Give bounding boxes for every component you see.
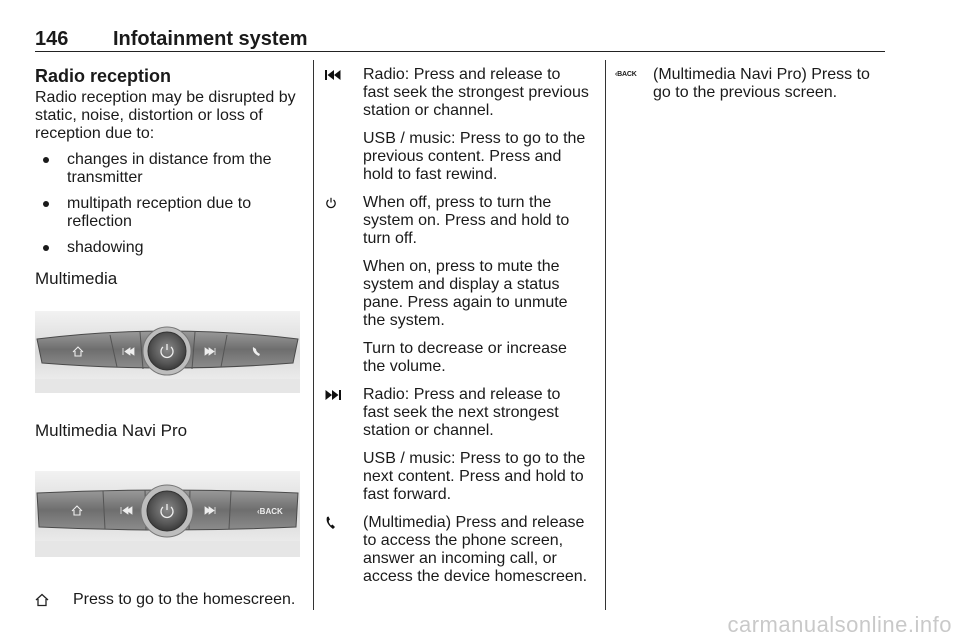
section-title: Radio reception [35, 66, 172, 86]
list-item: changes in distance from the transmitter [35, 151, 303, 187]
multimedia-heading: Multimedia [35, 269, 118, 288]
navi-pro-control-panel-image [35, 471, 300, 557]
item-paragraph: When off, press to turn the system on. Press and hold to turn off. [363, 194, 570, 247]
power-icon [325, 195, 349, 211]
phone-icon [325, 515, 349, 531]
back-icon: ‹BACK [615, 71, 637, 78]
bullet-list [35, 151, 303, 257]
power-button-description [325, 194, 590, 376]
column-right [615, 66, 885, 112]
item-paragraph: Radio: Press and release to fast seek the strongest previous station or channel. [363, 66, 589, 119]
chapter-title: Infotainment system [113, 28, 308, 50]
home-item-text: Press to go to the homescreen. [73, 591, 296, 608]
home-button-description [35, 591, 303, 609]
back-item-text: (Multimedia Navi Pro) Press to go to the previous screen. [653, 66, 870, 101]
item-paragraph: USB / music: Press to go to the previous content. Press and hold to fast rewind. [363, 130, 586, 183]
column-divider [313, 60, 314, 610]
list-item: shadowing [35, 239, 303, 257]
column-left [35, 66, 303, 619]
item-paragraph: When on, press to mute the system and display a status pane. Press again to unmute the system. [363, 258, 568, 329]
multimedia-navi-pro-heading: Multimedia Navi Pro [35, 421, 188, 440]
next-track-icon [325, 387, 349, 403]
back-button-description [615, 66, 885, 102]
intro-paragraph: Radio reception may be disrupted by static, noise, distortion or loss of reception due to: [35, 89, 296, 142]
next-button-description [325, 386, 590, 504]
list-item: multipath reception due to reflection [35, 195, 303, 231]
watermark: carmanualsonline.info [727, 612, 952, 637]
item-paragraph: Turn to decrease or increase the volume. [363, 340, 567, 375]
previous-button-description [325, 66, 590, 184]
home-icon [35, 592, 59, 608]
column-divider [605, 60, 606, 610]
phone-button-description [325, 514, 590, 586]
page-header [35, 28, 885, 52]
page-number: 146 [35, 28, 69, 50]
item-paragraph: (Multimedia) Press and release to access the phone screen, answer an incoming call, or access the device homescreen. [363, 514, 588, 585]
item-paragraph: USB / music: Press to go to the next content. Press and hold to fast forward. [363, 450, 586, 503]
item-paragraph: Radio: Press and release to fast seek the next strongest station or channel. [363, 386, 561, 439]
previous-track-icon [325, 67, 349, 83]
svg-text:‹BACK: ‹BACK [257, 507, 283, 516]
column-middle [325, 66, 590, 596]
multimedia-control-panel-image [35, 311, 300, 393]
